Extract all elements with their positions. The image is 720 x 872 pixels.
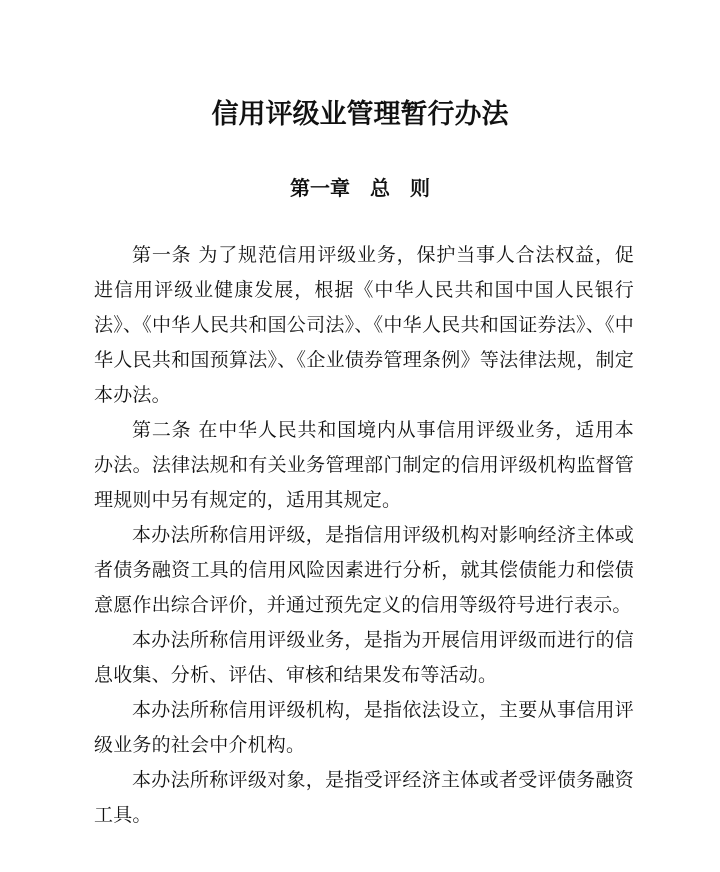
document-title: 信用评级业管理暂行办法 — [211, 99, 509, 130]
article-2-paragraph: 第二条 在中华人民共和国境内从事信用评级业务，适用本办法。法律法规和有关业务管理部门制定的信用评级机构监督管理规则中另有规定的，适用其规定。 — [94, 419, 634, 511]
article-1-paragraph: 第一条 为了规范信用评级业务，保护当事人合法权益，促进信用评级业健康发展，根据《中华人民共和国中国人民银行法》、《中华人民共和国公司法》、《中华人民共和国证券法》、《中华人民共和国预算法》、《企业债券管理条例》等法律法规，制定本办法。 — [94, 244, 634, 406]
definition-rating-business-paragraph: 本办法所称信用评级业务，是指为开展信用评级而进行的信息收集、分析、评估、审核和结果发布等活动。 — [94, 629, 634, 686]
chapter-heading: 第一章 总 则 — [290, 176, 430, 200]
definition-rating-agency-paragraph: 本办法所称信用评级机构，是指依法设立，主要从事信用评级业务的社会中介机构。 — [94, 699, 634, 756]
definition-rating-object-paragraph: 本办法所称评级对象，是指受评经济主体或者受评债务融资工具。 — [94, 769, 634, 826]
document-body — [94, 238, 634, 833]
definition-credit-rating-paragraph: 本办法所称信用评级，是指信用评级机构对影响经济主体或者债务融资工具的信用风险因素进行分析，就其偿债能力和偿债意愿作出综合评价，并通过预先定义的信用等级符号进行表示。 — [94, 524, 634, 616]
